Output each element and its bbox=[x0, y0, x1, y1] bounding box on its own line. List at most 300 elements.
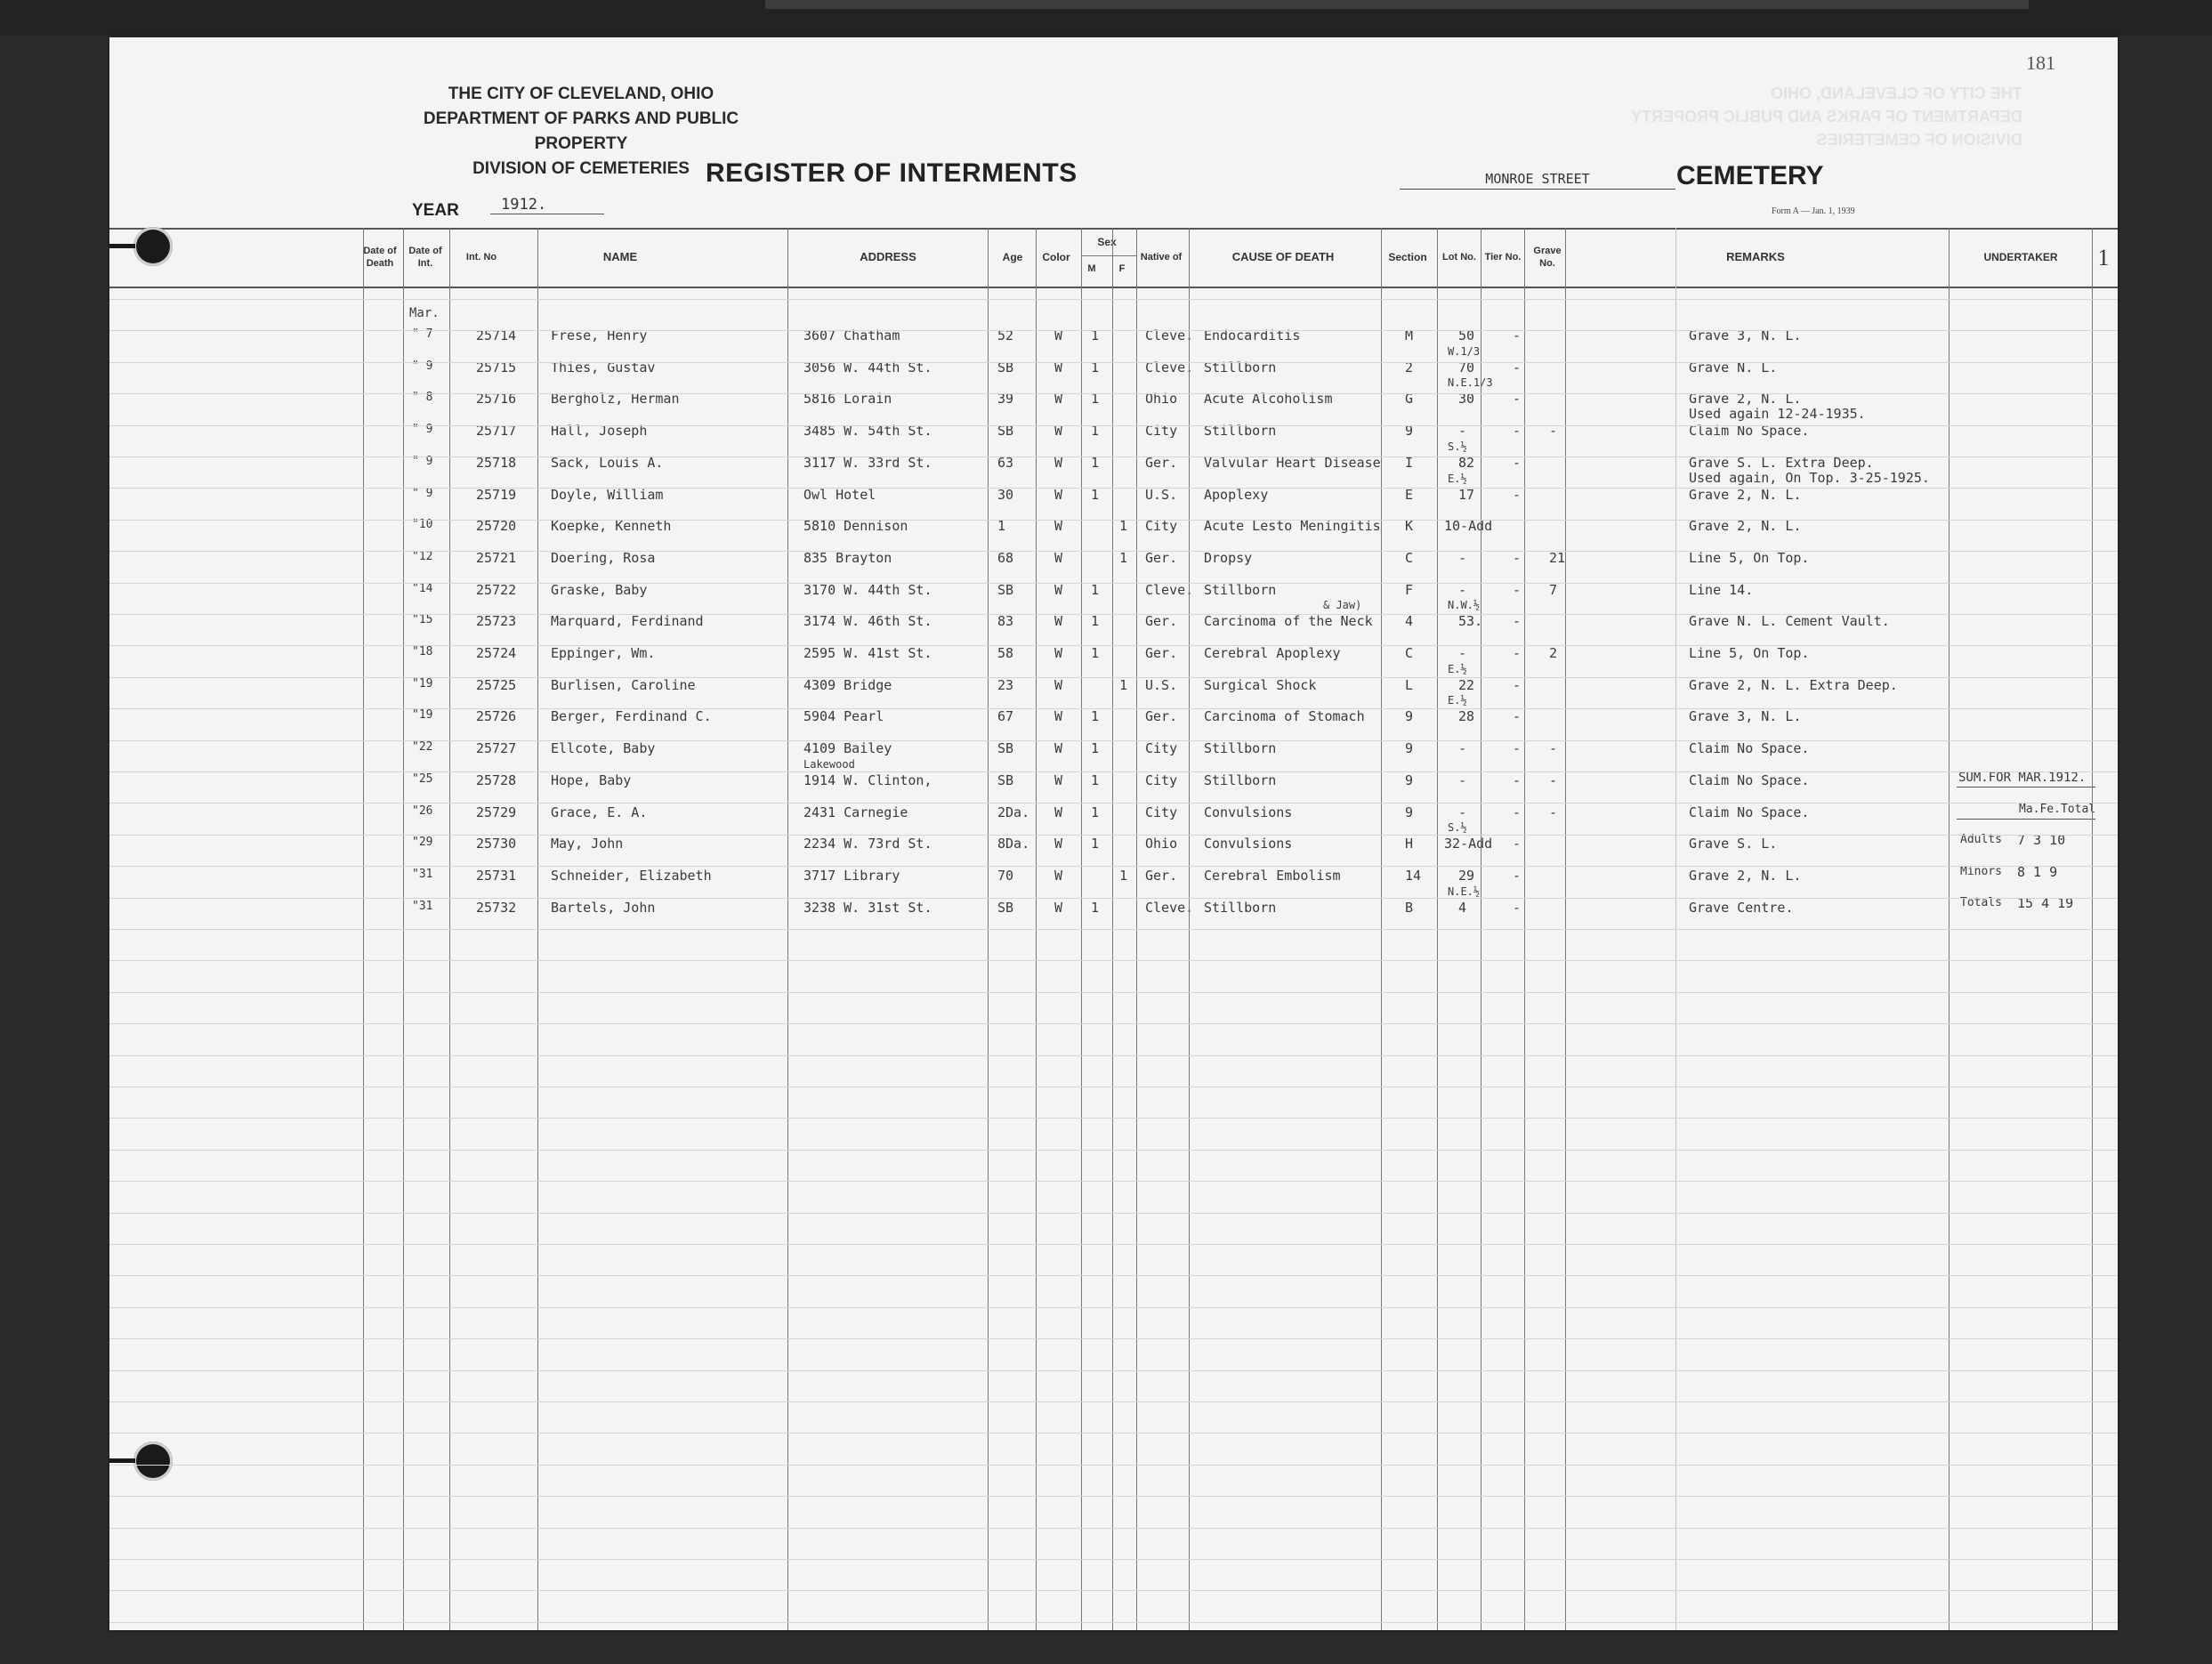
col-address: ADDRESS bbox=[860, 250, 916, 263]
cell-cause-of-death: Acute Lesto Meningitis bbox=[1204, 518, 1381, 534]
cell-cause-of-death: Carcinoma of Stomach bbox=[1204, 708, 1365, 724]
cell-lot-no: 28 bbox=[1458, 708, 1475, 724]
cell-int-no: 25727 bbox=[476, 740, 517, 756]
cell-cause-of-death: Apoplexy bbox=[1204, 487, 1269, 503]
cell-address: 2234 W. 73rd St. bbox=[803, 836, 932, 852]
ruled-line bbox=[109, 645, 2118, 646]
cell-remarks: Line 5, On Top. bbox=[1689, 645, 1810, 661]
col-section: Section bbox=[1388, 251, 1427, 263]
cell-date-of-int: "22 bbox=[412, 740, 433, 754]
col-date-of-int: Date of Int. bbox=[408, 246, 442, 269]
cell-sex-m: 1 bbox=[1091, 487, 1100, 503]
summary-totals-label: Totals bbox=[1960, 896, 2002, 909]
lot-annotation: S.½ bbox=[1448, 440, 1467, 453]
cell-color: W bbox=[1054, 327, 1063, 343]
cell-grave-no: 7 bbox=[1549, 582, 1558, 598]
lot-annotation: E.½ bbox=[1448, 663, 1467, 675]
cell-cause-of-death: Stillborn bbox=[1204, 359, 1277, 376]
cell-remarks: Line 14. bbox=[1689, 582, 1754, 598]
cell-remarks: Claim No Space. bbox=[1689, 804, 1810, 820]
col-tier-no: Tier No. bbox=[1484, 252, 1522, 263]
col-color: Color bbox=[1042, 251, 1070, 263]
ruled-line bbox=[109, 1055, 2118, 1056]
cell-date-of-int: " 9 bbox=[412, 423, 433, 436]
lot-annotation: N.W.½ bbox=[1448, 599, 1481, 611]
month-label: Mar. bbox=[409, 306, 440, 320]
cell-address: 2431 Carnegie bbox=[803, 804, 908, 820]
cell-section: M bbox=[1405, 327, 1414, 343]
cell-age: 83 bbox=[997, 613, 1014, 629]
cell-name: Ellcote, Baby bbox=[551, 740, 656, 756]
cell-sex-m: 1 bbox=[1091, 582, 1100, 598]
cell-lot-no: - bbox=[1458, 804, 1467, 820]
ruled-line bbox=[109, 488, 2118, 489]
cell-native-of: Ger. bbox=[1145, 645, 1178, 661]
cell-age: 70 bbox=[997, 868, 1014, 884]
cell-section: L bbox=[1405, 677, 1414, 693]
cell-lot-no: 10-Add bbox=[1444, 518, 1493, 534]
cell-int-no: 25732 bbox=[476, 900, 517, 916]
summary-minors-label: Minors bbox=[1960, 865, 2002, 878]
cell-grave-no: 21 bbox=[1549, 550, 1566, 566]
ruled-line bbox=[109, 330, 2118, 331]
ruled-line bbox=[109, 677, 2118, 678]
ruled-line bbox=[109, 1370, 2118, 1371]
cell-section: G bbox=[1405, 391, 1414, 407]
cell-address: Owl Hotel bbox=[803, 487, 876, 503]
ruled-line bbox=[109, 771, 2118, 772]
cell-tier-no: - bbox=[1513, 391, 1522, 407]
cell-color: W bbox=[1054, 613, 1063, 629]
remarks-annotation: Used again, On Top. 3-25-1925. bbox=[1689, 470, 1930, 486]
year-label: YEAR bbox=[412, 201, 459, 220]
cell-tier-no: - bbox=[1513, 708, 1522, 724]
department-line: DEPARTMENT OF PARKS AND PUBLIC PROPERTY bbox=[423, 109, 739, 153]
cell-native-of: Ohio bbox=[1145, 836, 1178, 852]
ruled-line bbox=[109, 425, 2118, 426]
cell-tier-no: - bbox=[1513, 613, 1522, 629]
cell-int-no: 25717 bbox=[476, 423, 517, 439]
binder-hole-bottom bbox=[133, 1442, 173, 1481]
cell-lot-no: - bbox=[1458, 645, 1467, 661]
cell-address: 5810 Dennison bbox=[803, 518, 908, 534]
cell-age: SB bbox=[997, 359, 1014, 376]
cell-date-of-int: "15 bbox=[412, 613, 433, 626]
cell-tier-no: - bbox=[1513, 423, 1522, 439]
col-sex-f: F bbox=[1118, 263, 1126, 274]
cell-native-of: City bbox=[1145, 772, 1178, 788]
cell-name: Doering, Rosa bbox=[551, 550, 656, 566]
cell-sex-f: 1 bbox=[1119, 868, 1128, 884]
cell-native-of: Ger. bbox=[1145, 550, 1178, 566]
cell-address: 3117 W. 33rd St. bbox=[803, 455, 932, 471]
cell-sex-m: 1 bbox=[1091, 645, 1100, 661]
cell-age: 68 bbox=[997, 550, 1014, 566]
cell-color: W bbox=[1054, 804, 1063, 820]
cell-date-of-int: "18 bbox=[412, 645, 433, 658]
form-note: Form A — Jan. 1, 1939 bbox=[1772, 206, 1855, 216]
cell-cause-of-death: Stillborn bbox=[1204, 900, 1277, 916]
ruled-line bbox=[109, 1528, 2118, 1529]
register-title: REGISTER OF INTERMENTS bbox=[706, 158, 1078, 188]
lot-annotation: N.E.1/3 bbox=[1448, 376, 1493, 389]
cell-age: 58 bbox=[997, 645, 1014, 661]
cell-native-of: Ger. bbox=[1145, 613, 1178, 629]
col-lot-no: Lot No. bbox=[1442, 252, 1476, 263]
ruled-line bbox=[109, 1559, 2118, 1560]
ruled-line bbox=[109, 1244, 2118, 1245]
cell-section: I bbox=[1405, 455, 1414, 471]
cell-date-of-int: "19 bbox=[412, 677, 433, 691]
cell-native-of: Cleve. bbox=[1145, 900, 1194, 916]
cell-cause-of-death: Cerebral Apoplexy bbox=[1204, 645, 1341, 661]
ruled-line bbox=[109, 740, 2118, 741]
cell-grave-no: 2 bbox=[1549, 645, 1558, 661]
cell-sex-m: 1 bbox=[1091, 836, 1100, 852]
cell-date-of-int: " 9 bbox=[412, 487, 433, 500]
cell-address: 3485 W. 54th St. bbox=[803, 423, 932, 439]
cell-remarks: Claim No Space. bbox=[1689, 772, 1810, 788]
cell-tier-no: - bbox=[1513, 487, 1522, 503]
cell-lot-no: 70 bbox=[1458, 359, 1475, 376]
lot-annotation: E.½ bbox=[1448, 694, 1467, 707]
cell-cause-of-death: Stillborn bbox=[1204, 582, 1277, 598]
cell-int-no: 25728 bbox=[476, 772, 517, 788]
summary-adults-values: 7 3 10 bbox=[2017, 832, 2066, 848]
lot-annotation: N.E.½ bbox=[1448, 885, 1481, 898]
cell-age: 2Da. bbox=[997, 804, 1030, 820]
summary-adults-label: Adults bbox=[1960, 833, 2002, 846]
cell-lot-no: 30 bbox=[1458, 391, 1475, 407]
ruled-line bbox=[109, 362, 2118, 363]
cell-date-of-int: "14 bbox=[412, 582, 433, 595]
cell-grave-no: - bbox=[1549, 423, 1558, 439]
cell-native-of: City bbox=[1145, 740, 1178, 756]
cell-lot-no: 17 bbox=[1458, 487, 1475, 503]
cell-name: Grace, E. A. bbox=[551, 804, 648, 820]
cell-name: Koepke, Kenneth bbox=[551, 518, 672, 534]
cell-remarks: Grave S. L. Extra Deep. bbox=[1689, 455, 1874, 471]
cell-remarks: Grave 2, N. L. Extra Deep. bbox=[1689, 677, 1898, 693]
cell-date-of-int: "29 bbox=[412, 836, 433, 849]
ruled-line bbox=[109, 1023, 2118, 1024]
cell-native-of: Ger. bbox=[1145, 455, 1178, 471]
cell-int-no: 25729 bbox=[476, 804, 517, 820]
lot-annotation: E.½ bbox=[1448, 473, 1467, 485]
cell-section: H bbox=[1405, 836, 1414, 852]
cemetery-name: MONROE STREET bbox=[1400, 171, 1675, 190]
cell-native-of: City bbox=[1145, 518, 1178, 534]
ruled-line bbox=[109, 1465, 2118, 1466]
col-date-of-death: Date of Death bbox=[363, 246, 397, 269]
cell-remarks: Grave N. L. bbox=[1689, 359, 1778, 376]
cell-address: 3238 W. 31st St. bbox=[803, 900, 932, 916]
cell-section: 4 bbox=[1405, 613, 1414, 629]
cell-age: SB bbox=[997, 582, 1014, 598]
cell-section: C bbox=[1405, 645, 1414, 661]
cell-date-of-int: " 9 bbox=[412, 359, 433, 373]
division-line: DIVISION OF CEMETERIES bbox=[472, 159, 690, 178]
cell-sex-m: 1 bbox=[1091, 423, 1100, 439]
cell-remarks: Grave 2, N. L. bbox=[1689, 868, 1802, 884]
cell-tier-no: - bbox=[1513, 836, 1522, 852]
ruled-line bbox=[109, 1307, 2118, 1308]
cell-color: W bbox=[1054, 582, 1063, 598]
cell-age: 39 bbox=[997, 391, 1014, 407]
cell-remarks: Grave 3, N. L. bbox=[1689, 327, 1802, 343]
summary-title-rule bbox=[1957, 787, 2095, 788]
cell-remarks: Grave 2, N. L. bbox=[1689, 487, 1802, 503]
cell-date-of-int: "10 bbox=[412, 518, 433, 531]
col-remarks: REMARKS bbox=[1726, 250, 1785, 263]
cell-name: Marquard, Ferdinand bbox=[551, 613, 704, 629]
cell-grave-no: - bbox=[1549, 804, 1558, 820]
ruled-line bbox=[109, 866, 2118, 867]
cell-remarks: Claim No Space. bbox=[1689, 740, 1810, 756]
cell-date-of-int: "26 bbox=[412, 804, 433, 818]
summary-totals-values: 15 4 19 bbox=[2017, 895, 2074, 911]
col-sex-m: M bbox=[1087, 263, 1096, 274]
ruled-line bbox=[109, 1622, 2118, 1623]
ruled-line bbox=[109, 1401, 2118, 1402]
cell-section: 9 bbox=[1405, 423, 1414, 439]
cell-lot-no: - bbox=[1458, 550, 1467, 566]
summary-minors-values: 8 1 9 bbox=[2017, 864, 2058, 880]
cell-section: 9 bbox=[1405, 804, 1414, 820]
cell-name: Graske, Baby bbox=[551, 582, 648, 598]
cell-name: Hope, Baby bbox=[551, 772, 632, 788]
cell-address: 2595 W. 41st St. bbox=[803, 645, 932, 661]
cell-lot-no: 4 bbox=[1458, 900, 1467, 916]
cell-color: W bbox=[1054, 645, 1063, 661]
cell-age: 30 bbox=[997, 487, 1014, 503]
cemetery-label: CEMETERY bbox=[1676, 161, 1824, 190]
cell-section: 14 bbox=[1405, 868, 1422, 884]
cell-address: 3170 W. 44th St. bbox=[803, 582, 932, 598]
ruled-line bbox=[109, 551, 2118, 552]
cell-color: W bbox=[1054, 708, 1063, 724]
address-annotation: Lakewood bbox=[803, 758, 855, 771]
summary-header: Ma.Fe.Total bbox=[2019, 803, 2096, 816]
cell-native-of: City bbox=[1145, 804, 1178, 820]
cell-section: 9 bbox=[1405, 740, 1414, 756]
cell-name: May, John bbox=[551, 836, 624, 852]
cell-native-of: Ger. bbox=[1145, 868, 1178, 884]
cell-lot-no: - bbox=[1458, 772, 1467, 788]
ruled-line bbox=[109, 1590, 2118, 1591]
cell-remarks: Line 5, On Top. bbox=[1689, 550, 1810, 566]
cell-int-no: 25715 bbox=[476, 359, 517, 376]
cell-address: 5816 Lorain bbox=[803, 391, 892, 407]
cell-cause-of-death: Convulsions bbox=[1204, 804, 1293, 820]
col-int-no: Int. No bbox=[465, 252, 497, 263]
cell-address: 3607 Chatham bbox=[803, 327, 900, 343]
ruled-line bbox=[109, 1213, 2118, 1214]
cell-date-of-int: "25 bbox=[412, 772, 433, 786]
ruled-line bbox=[109, 929, 2118, 930]
ruled-line bbox=[109, 456, 2118, 457]
cell-grave-no: - bbox=[1549, 740, 1558, 756]
cell-section: F bbox=[1405, 582, 1414, 598]
ruled-line bbox=[109, 1086, 2118, 1087]
cell-name: Eppinger, Wm. bbox=[551, 645, 656, 661]
ruled-line bbox=[109, 898, 2118, 899]
cell-age: 23 bbox=[997, 677, 1014, 693]
cell-section: 9 bbox=[1405, 772, 1414, 788]
cell-tier-no: - bbox=[1513, 804, 1522, 820]
cell-tier-no: - bbox=[1513, 359, 1522, 376]
cell-name: Thies, Gustav bbox=[551, 359, 656, 376]
ruled-line bbox=[109, 992, 2118, 993]
sex-subheader-rule bbox=[1081, 255, 1136, 256]
cell-int-no: 25730 bbox=[476, 836, 517, 852]
cell-tier-no: - bbox=[1513, 900, 1522, 916]
cell-age: 67 bbox=[997, 708, 1014, 724]
ruled-line bbox=[109, 1496, 2118, 1497]
cell-cause-of-death: Carcinoma of the Neck bbox=[1204, 613, 1373, 629]
cell-cause-of-death: Valvular Heart Disease bbox=[1204, 455, 1381, 471]
cell-sex-m: 1 bbox=[1091, 740, 1100, 756]
ruled-line bbox=[109, 520, 2118, 521]
cell-date-of-int: " 8 bbox=[412, 391, 433, 404]
cell-lot-no: - bbox=[1458, 740, 1467, 756]
bleed-through-text: THE CITY OF CLEVELAND, OHIO DEPARTMENT OF PARKS AND PUBLIC PROPERTY DIVISION OF CEMETERIES bbox=[1631, 85, 2022, 149]
cell-color: W bbox=[1054, 550, 1063, 566]
cell-color: W bbox=[1054, 391, 1063, 407]
cell-int-no: 25718 bbox=[476, 455, 517, 471]
cell-tier-no: - bbox=[1513, 677, 1522, 693]
summary-header-rule bbox=[1957, 819, 2095, 820]
cell-color: W bbox=[1054, 487, 1063, 503]
cell-age: SB bbox=[997, 772, 1014, 788]
cell-sex-f: 1 bbox=[1119, 677, 1128, 693]
cell-age: SB bbox=[997, 423, 1014, 439]
cell-remarks: Grave S. L. bbox=[1689, 836, 1778, 852]
cell-address: 3174 W. 46th St. bbox=[803, 613, 932, 629]
cell-section: B bbox=[1405, 900, 1414, 916]
col-name: NAME bbox=[602, 250, 638, 263]
ruled-line bbox=[109, 960, 2118, 961]
cell-color: W bbox=[1054, 359, 1063, 376]
ruled-line bbox=[109, 1150, 2118, 1151]
cell-age: 63 bbox=[997, 455, 1014, 471]
cell-address: 5904 Pearl bbox=[803, 708, 884, 724]
cell-int-no: 25722 bbox=[476, 582, 517, 598]
cell-lot-no: 32-Add bbox=[1444, 836, 1493, 852]
cell-name: Bartels, John bbox=[551, 900, 656, 916]
ruled-line bbox=[109, 1433, 2118, 1434]
cell-sex-m: 1 bbox=[1091, 772, 1100, 788]
cell-cause-of-death: Surgical Shock bbox=[1204, 677, 1317, 693]
cell-section: C bbox=[1405, 550, 1414, 566]
lot-annotation: W.1/3 bbox=[1448, 345, 1481, 358]
cell-sex-m: 1 bbox=[1091, 900, 1100, 916]
cell-cause-of-death: Stillborn bbox=[1204, 740, 1277, 756]
cell-color: W bbox=[1054, 900, 1063, 916]
cell-int-no: 25726 bbox=[476, 708, 517, 724]
cell-address: 3056 W. 44th St. bbox=[803, 359, 932, 376]
cell-age: 8Da. bbox=[997, 836, 1030, 852]
ruled-line bbox=[109, 1118, 2118, 1119]
cell-sex-m: 1 bbox=[1091, 708, 1100, 724]
cell-tier-no: - bbox=[1513, 868, 1522, 884]
cell-grave-no: - bbox=[1549, 772, 1558, 788]
cell-section: E bbox=[1405, 487, 1414, 503]
cell-address: 4309 Bridge bbox=[803, 677, 892, 693]
cell-age: 1 bbox=[997, 518, 1006, 534]
cell-date-of-int: "31 bbox=[412, 868, 433, 881]
cell-int-no: 25731 bbox=[476, 868, 517, 884]
cell-color: W bbox=[1054, 677, 1063, 693]
cell-date-of-int: "19 bbox=[412, 708, 433, 722]
cell-sex-m: 1 bbox=[1091, 455, 1100, 471]
scan-background-top bbox=[0, 0, 2212, 36]
year-value: 1912. bbox=[490, 196, 604, 214]
cell-lot-no: - bbox=[1458, 423, 1467, 439]
cell-sex-m: 1 bbox=[1091, 391, 1100, 407]
cell-address: 835 Brayton bbox=[803, 550, 892, 566]
cell-remarks: Claim No Space. bbox=[1689, 423, 1810, 439]
col-undertaker: UNDERTAKER bbox=[1983, 251, 2058, 263]
cell-native-of: U.S. bbox=[1145, 677, 1178, 693]
cell-int-no: 25716 bbox=[476, 391, 517, 407]
cell-lot-no: 53. bbox=[1458, 613, 1483, 629]
cell-int-no: 25714 bbox=[476, 327, 517, 343]
cell-tier-no: - bbox=[1513, 740, 1522, 756]
cell-address: 3717 Library bbox=[803, 868, 900, 884]
cell-int-no: 25719 bbox=[476, 487, 517, 503]
col-sex: Sex bbox=[1097, 236, 1117, 248]
cell-cause-of-death: Stillborn bbox=[1204, 423, 1277, 439]
cell-age: SB bbox=[997, 900, 1014, 916]
ruled-line bbox=[109, 1338, 2118, 1339]
cell-name: Hall, Joseph bbox=[551, 423, 648, 439]
cell-lot-no: 82 bbox=[1458, 455, 1475, 471]
cell-sex-f: 1 bbox=[1119, 550, 1128, 566]
cell-remarks: Grave 2, N. L. bbox=[1689, 518, 1802, 534]
cell-native-of: Cleve. bbox=[1145, 359, 1194, 376]
cell-native-of: Cleve. bbox=[1145, 582, 1194, 598]
cell-tier-no: - bbox=[1513, 455, 1522, 471]
cell-sex-m: 1 bbox=[1091, 359, 1100, 376]
cell-name: Schneider, Elizabeth bbox=[551, 868, 712, 884]
cell-name: Burlisen, Caroline bbox=[551, 677, 696, 693]
cell-color: W bbox=[1054, 423, 1063, 439]
ruled-line bbox=[109, 614, 2118, 615]
cell-cause-of-death: Stillborn bbox=[1204, 772, 1277, 788]
cell-name: Frese, Henry bbox=[551, 327, 648, 343]
ruled-line bbox=[109, 1275, 2118, 1276]
cell-cause-of-death: Endocarditis bbox=[1204, 327, 1301, 343]
page-number: 181 bbox=[2026, 52, 2055, 74]
col-cause-of-death: CAUSE OF DEATH bbox=[1231, 250, 1335, 263]
cell-age: 52 bbox=[997, 327, 1014, 343]
cell-date-of-int: " 9 bbox=[412, 455, 433, 468]
cell-lot-no: 29 bbox=[1458, 868, 1475, 884]
cell-lot-no: 22 bbox=[1458, 677, 1475, 693]
cell-tier-no: - bbox=[1513, 327, 1522, 343]
cell-name: Doyle, William bbox=[551, 487, 664, 503]
cell-age: SB bbox=[997, 740, 1014, 756]
cell-section: 9 bbox=[1405, 708, 1414, 724]
cell-cause-of-death: Convulsions bbox=[1204, 836, 1293, 852]
cell-color: W bbox=[1054, 836, 1063, 852]
cell-color: W bbox=[1054, 740, 1063, 756]
ruled-line bbox=[109, 393, 2118, 394]
cell-sex-m: 1 bbox=[1091, 804, 1100, 820]
cell-native-of: City bbox=[1145, 423, 1178, 439]
cell-color: W bbox=[1054, 772, 1063, 788]
